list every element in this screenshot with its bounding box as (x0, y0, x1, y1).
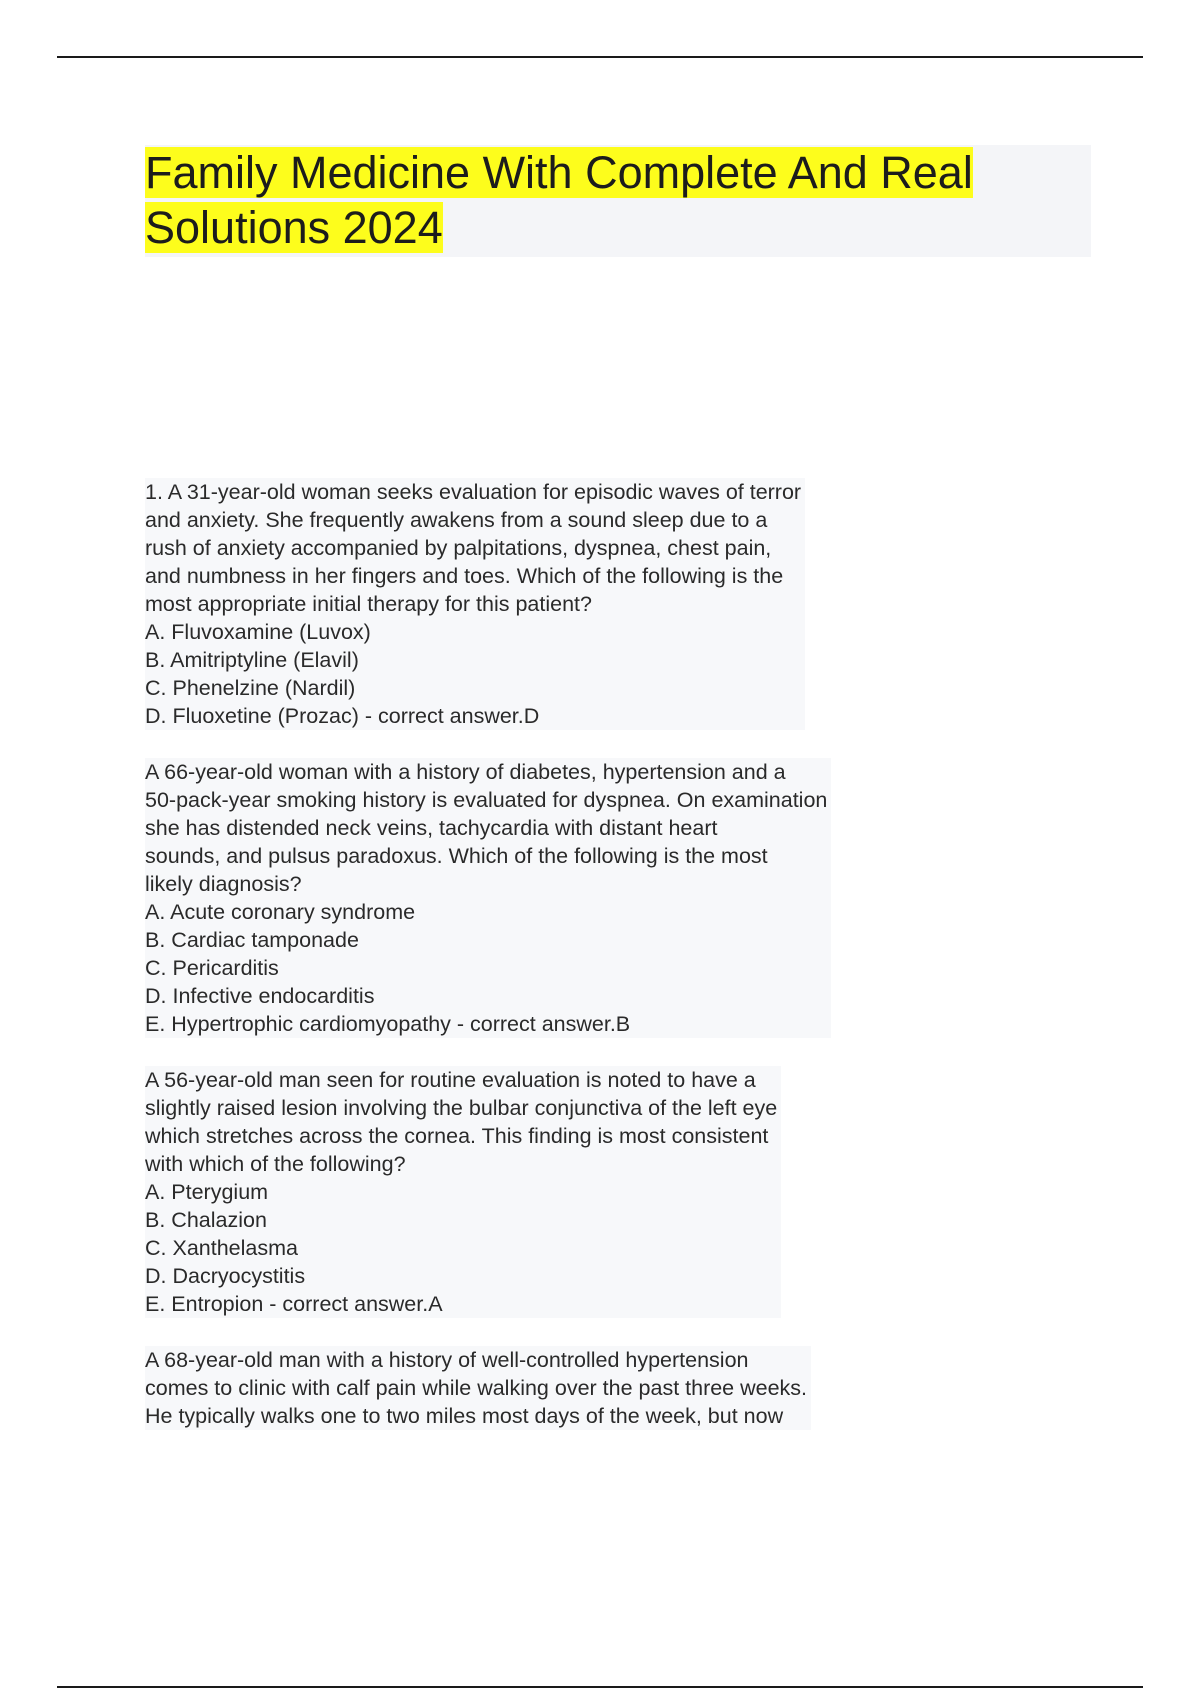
question-text-line: He typically walks one to two miles most days of the week, but now (145, 1404, 784, 1428)
title-line: Solutions 2024 (145, 202, 443, 253)
question-text-line: likely diagnosis? (145, 872, 302, 896)
question-text-line: slightly raised lesion involving the bulbar conjunctiva of the left eye (145, 1096, 778, 1120)
question-wrapper (145, 1066, 945, 1346)
question-text-line: and numbness in her fingers and toes. Which of the following is the (145, 564, 784, 588)
question-text-line: sounds, and pulsus paradoxus. Which of the following is the most (145, 844, 768, 868)
answer-option: C. Xanthelasma (145, 1236, 298, 1260)
answer-option-with-key: E. Hypertrophic cardiomyopathy - correct answer.B (145, 1012, 631, 1036)
question-wrapper (145, 1346, 945, 1458)
answer-option: B. Cardiac tamponade (145, 928, 359, 952)
question-text-line: A 56-year-old man seen for routine evaluation is noted to have a (145, 1068, 756, 1092)
answer-option: A. Fluvoxamine (Luvox) (145, 620, 371, 644)
question-text-line: with which of the following? (145, 1152, 406, 1176)
footer-rule (57, 1686, 1143, 1688)
question-text-line: 1. A 31-year-old woman seeks evaluation for episodic waves of terror (145, 480, 802, 504)
question-wrapper (145, 478, 945, 758)
question-4 (145, 1346, 811, 1430)
question-wrapper (145, 758, 945, 1066)
question-text-line: which stretches across the cornea. This finding is most consistent (145, 1124, 769, 1148)
question-text-line: and anxiety. She frequently awakens from a sound sleep due to a (145, 508, 768, 532)
answer-option-with-key: E. Entropion - correct answer.A (145, 1292, 443, 1316)
header-rule (57, 56, 1143, 58)
answer-option: A. Pterygium (145, 1180, 269, 1204)
answer-option: B. Chalazion (145, 1208, 267, 1232)
questions-section (145, 478, 945, 1458)
answer-option: D. Infective endocarditis (145, 984, 375, 1008)
question-text-line: A 66-year-old woman with a history of diabetes, hypertension and a (145, 760, 786, 784)
answer-option: B. Amitriptyline (Elavil) (145, 648, 359, 672)
question-text-line: rush of anxiety accompanied by palpitations, dyspnea, chest pain, (145, 536, 772, 560)
title-line: Family Medicine With Complete And Real (145, 147, 973, 198)
answer-option: C. Pericarditis (145, 956, 279, 980)
answer-option: D. Dacryocystitis (145, 1264, 306, 1288)
question-text-line: most appropriate initial therapy for this patient? (145, 592, 592, 616)
answer-option: A. Acute coronary syndrome (145, 900, 416, 924)
answer-option: C. Phenelzine (Nardil) (145, 676, 356, 700)
question-3 (145, 1066, 781, 1318)
question-text-line: she has distended neck veins, tachycardia with distant heart (145, 816, 718, 840)
title-block (145, 145, 1091, 257)
document-title (145, 145, 1045, 255)
question-text-line: A 68-year-old man with a history of well-controlled hypertension (145, 1348, 749, 1372)
question-1 (145, 478, 805, 730)
question-text-line: comes to clinic with calf pain while walking over the past three weeks. (145, 1376, 808, 1400)
question-text-line: 50-pack-year smoking history is evaluated for dyspnea. On examination (145, 788, 828, 812)
answer-option-with-key: D. Fluoxetine (Prozac) - correct answer.D (145, 704, 540, 728)
question-2 (145, 758, 831, 1038)
